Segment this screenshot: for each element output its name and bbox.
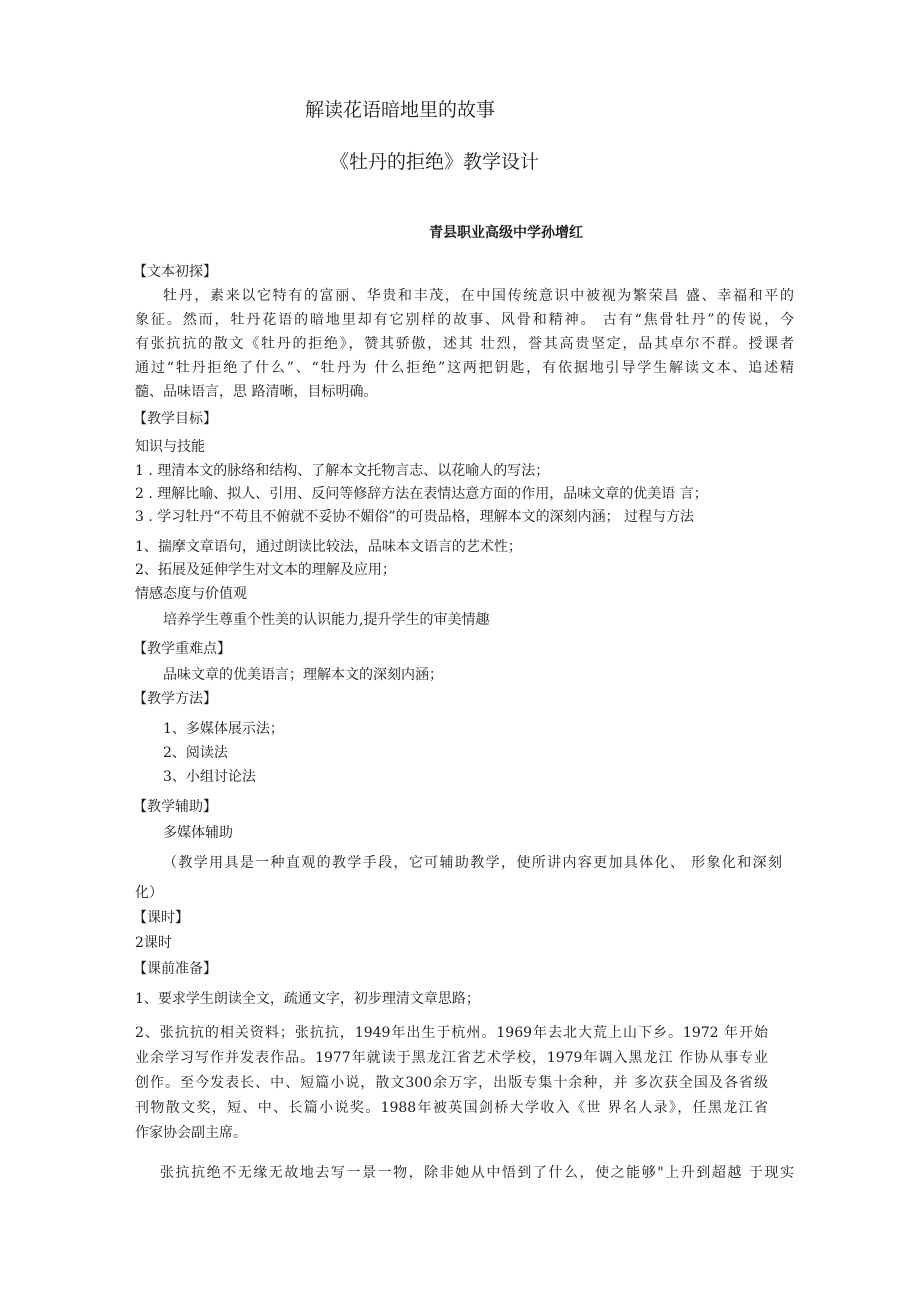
aids-note-line: 化） [135, 885, 163, 901]
method-item: 2、阅读法 [163, 745, 228, 761]
prep-item-line: 创作。至今发表长、中、短篇小说，散文300余万字，出版专集十余种，并 多次获全国及各省级 [135, 1075, 768, 1091]
section-heading-aids: 【教学辅助】 [133, 799, 217, 815]
section-heading-prep: 【课前准备】 [133, 961, 217, 977]
intro-paragraph-line: 髓、品味语言，思 路清晰，目标明确。 [135, 384, 378, 400]
hours-text: 2课时 [135, 935, 172, 951]
section-heading-hours: 【课时】 [133, 910, 189, 926]
prep-item: 1、要求学生朗读全文，疏通文字，初步理清文章思路； [135, 991, 480, 1007]
prep-item-line: 作家协会副主席。 [135, 1125, 247, 1141]
intro-paragraph-line: 象征。然而，牡丹花语的暗地里却有它别样的故事、风骨和精神。 古有“焦骨牡丹”的传说，今 [135, 312, 794, 328]
knowledge-item: 2 . 理解比喻、拟人、引用、反问等修辞方法在表情达意方面的作用，品味文章的优美语 言； [135, 486, 708, 502]
aids-text: 多媒体辅助 [163, 825, 233, 841]
title-line-2: 《牡丹的拒绝》教学设计 [330, 151, 540, 173]
section-heading-intro: 【文本初探】 [133, 264, 217, 280]
prep-item-line: 业余学习写作并发表作品。1977年就读于黑龙江省艺术学校，1979年调入黑龙江 作协从事专业 [135, 1050, 768, 1066]
emotion-text: 培养学生尊重个性美的认识能力,提升学生的审美情趣 [163, 612, 490, 628]
method-item: 3、小组讨论法 [163, 769, 256, 785]
intro-paragraph-line: 牡丹，素来以它特有的富丽、华贵和丰茂，在中国传统意识中被视为繁荣昌 盛、幸福和平的 [163, 288, 794, 304]
knowledge-item: 3 . 学习牡丹“不苟且不俯就不妥协不媚俗”的可贵品格，理解本文的深刻内涵； 过程与方法 [135, 509, 695, 525]
knowledge-item: 1 . 理清本文的脉络和结构、了解本文托物言志、以花喻人的写法； [135, 463, 550, 479]
subheading-emotion: 情感态度与价值观 [135, 586, 247, 602]
intro-paragraph-line: 有张抗抗的散文《牡丹的拒绝》，赞其骄傲，述其 壮烈，誉其高贵坚定，品其卓尔不群。授课者 [135, 336, 794, 352]
section-heading-goals: 【教学目标】 [133, 411, 217, 427]
key-points-text: 品味文章的优美语言；理解本文的深刻内涵； [163, 667, 443, 683]
aids-note-line: （教学用具是一种直观的教学手段，它可辅助教学，使所讲内容更加具体化、 形象化和深刻 [163, 855, 782, 871]
method-item: 1、多媒体展示法； [163, 721, 284, 737]
closing-paragraph-line: 张抗抗绝不无缘无故地去写一景一物，除非她从中悟到了什么，使之能够"上升到超越 于现实 [160, 1165, 794, 1181]
process-item: 2、拓展及延伸学生对文本的理解及应用； [135, 562, 396, 578]
subheading-knowledge: 知识与技能 [135, 439, 205, 455]
intro-paragraph-line: 通过“牡丹拒绝了什么”、“牡丹为 什么拒绝”这两把钥匙，有依据地引导学生解读文本、追述精 [135, 360, 794, 376]
section-heading-methods: 【教学方法】 [133, 691, 217, 707]
prep-item-line: 2、张抗抗的相关资料；张抗抗，1949年出生于杭州。1969年去北大荒上山下乡。1972 年开始 [135, 1025, 768, 1041]
title-line-1: 解读花语暗地里的故事 [305, 99, 496, 121]
section-heading-key-points: 【教学重难点】 [133, 641, 231, 657]
process-item: 1、揣摩文章语句，通过朗读比较法，品味本文语言的艺术性； [135, 539, 522, 555]
prep-item-line: 刊物散文奖，短、中、长篇小说奖。1988年被英国剑桥大学收入《世 界名人录》，任黑龙江省 [135, 1100, 768, 1116]
author-line: 青县职业高级中学孙增红 [429, 225, 583, 241]
